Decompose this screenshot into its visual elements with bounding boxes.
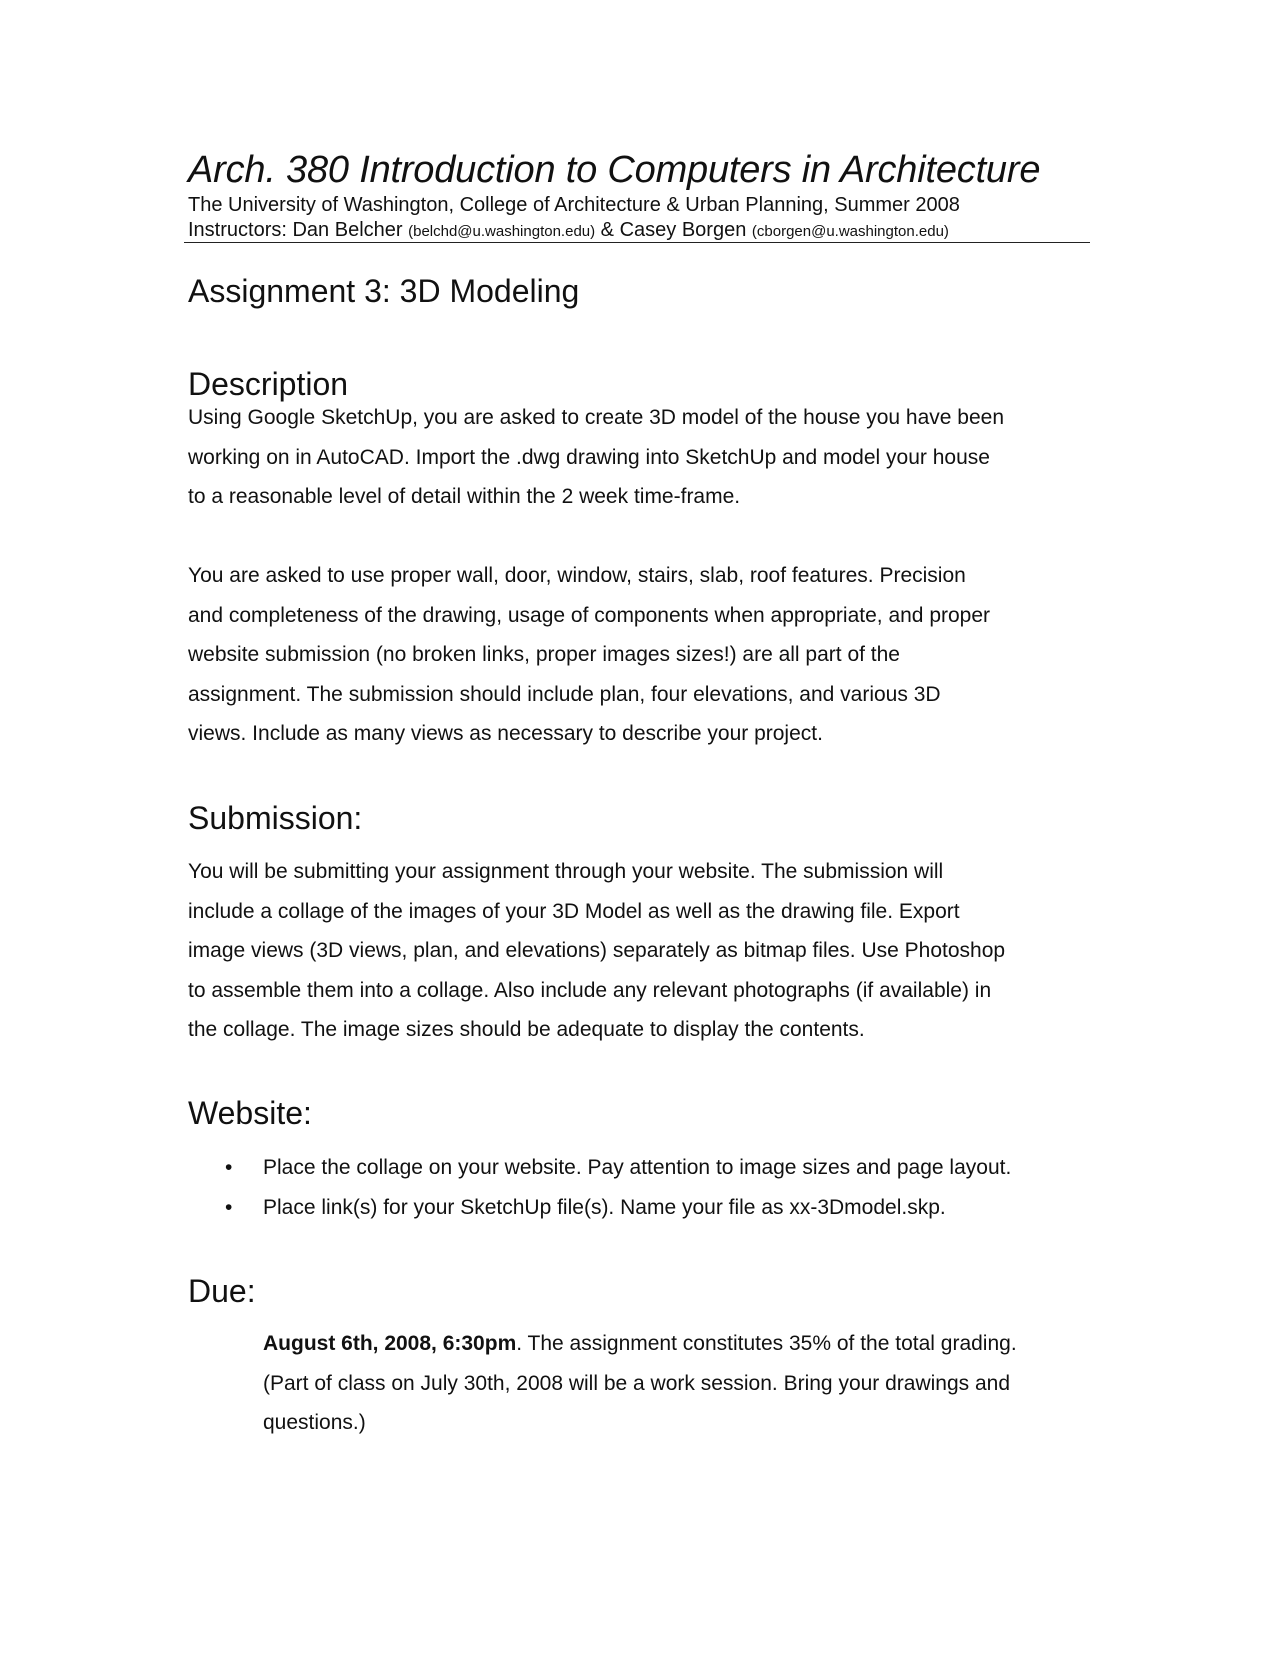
paragraph-line: views. Include as many views as necessary to describe your project.: [188, 722, 823, 745]
instructor-2-email: (cborgen@u.washington.edu): [751, 223, 949, 240]
paragraph-line: image views (3D views, plan, and elevations) separately as bitmap files. Use Photoshop: [188, 939, 1006, 962]
instructor-1-name: Dan Belcher: [292, 219, 403, 241]
bullet-icon: •: [225, 1195, 233, 1219]
paragraph-line: to assemble them into a collage. Also include any relevant photographs (if available) in: [188, 978, 992, 1002]
list-item: [188, 1188, 1011, 1228]
course-title: Arch. 380 Introduction to Computers in Architecture: [188, 149, 1041, 191]
due-line-1: [263, 1324, 1017, 1364]
instructors-line: [188, 218, 949, 244]
paragraph-line: website submission (no broken links, proper images sizes!) are all part of the: [188, 643, 900, 666]
paragraph-line: include a collage of the images of your 3D Model as well as the drawing file. Export: [188, 899, 960, 923]
due-heading: Due:: [188, 1273, 256, 1309]
university-line: The University of Washington, College of Architecture & Urban Planning, Summer 2008: [188, 194, 960, 216]
assignment-title: Assignment 3: 3D Modeling: [188, 273, 580, 309]
header-divider: [184, 242, 1090, 243]
due-line-3: questions.): [263, 1411, 366, 1434]
website-bullet-list: [188, 1148, 1011, 1227]
paragraph-line: Using Google SketchUp, you are asked to create 3D model of the house you have been: [188, 406, 1005, 429]
list-item: [188, 1148, 1011, 1188]
due-paragraph: [263, 1324, 1017, 1443]
submission-heading: Submission:: [188, 800, 363, 836]
description-paragraph-2: [188, 556, 990, 754]
instructor-joiner: &: [595, 219, 620, 241]
due-line-1-text: . The assignment constitutes 35% of the total grading.: [516, 1332, 1017, 1355]
list-item-text: Place link(s) for your SketchUp file(s). Name your file as xx-3Dmodel.skp.: [263, 1195, 946, 1219]
due-line-2: (Part of class on July 30th, 2008 will be a work session. Bring your drawings and: [263, 1371, 1011, 1395]
instructors-prefix: Instructors:: [188, 219, 293, 241]
paragraph-line: You are asked to use proper wall, door, window, stairs, slab, roof features. Precision: [188, 564, 966, 587]
list-item-text: Place the collage on your website. Pay attention to image sizes and page layout.: [263, 1156, 1012, 1179]
description-heading: Description: [188, 366, 349, 402]
description-paragraph-1: [188, 398, 1004, 517]
paragraph-line: You will be submitting your assignment through your website. The submission will: [188, 860, 944, 883]
paragraph-line: and completeness of the drawing, usage of components when appropriate, and proper: [188, 603, 991, 627]
instructor-1-email: (belchd@u.washington.edu): [408, 223, 596, 240]
instructor-2-name: Casey Borgen: [619, 219, 747, 241]
paragraph-line: the collage. The image sizes should be adequate to display the contents.: [188, 1018, 865, 1041]
website-heading: Website:: [188, 1095, 312, 1131]
paragraph-line: to a reasonable level of detail within the 2 week time-frame.: [188, 485, 741, 508]
due-date: August 6th, 2008, 6:30pm: [263, 1332, 517, 1355]
submission-paragraph: [188, 852, 1005, 1050]
paragraph-line: working on in AutoCAD. Import the .dwg drawing into SketchUp and model your house: [188, 445, 990, 469]
bullet-icon: •: [225, 1156, 233, 1179]
paragraph-line: assignment. The submission should include plan, four elevations, and various 3D: [188, 682, 941, 706]
